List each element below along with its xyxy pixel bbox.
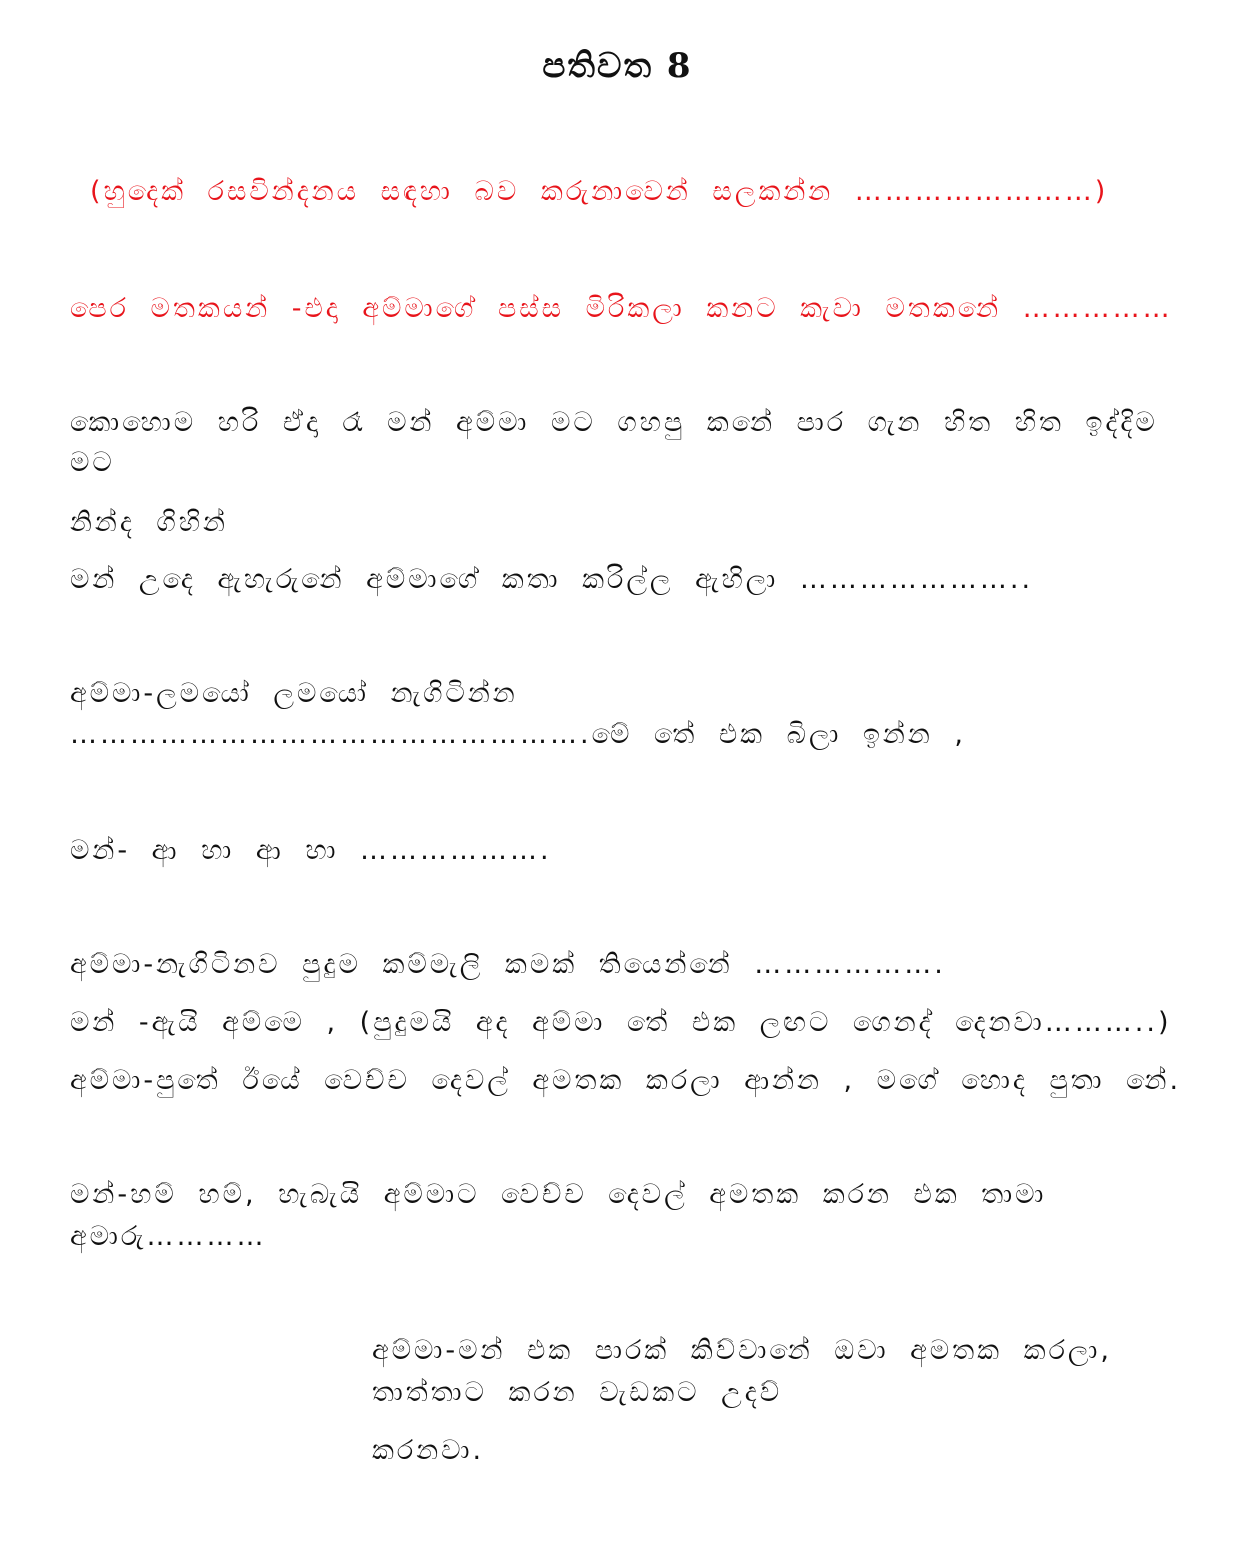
page-title: පතිවත 8: [542, 46, 693, 86]
dialogue-line: අම්මා-ලමයෝ ලමයෝ නැගිටින්න: [70, 678, 518, 709]
dialogue-line: කරනවා.: [372, 1435, 485, 1466]
dialogue-line: අම්මා-නැගිටිනව පුදුම කම්මැලි කමක් තියෙන්නේ ……………….: [70, 949, 946, 980]
dialogue-line: අමාරු…………: [70, 1221, 267, 1252]
story-line: මන් උදෙ ඇහැරුනේ අම්මාගේ කතා කරිල්ල ඇහිලා …………………..: [70, 564, 1034, 595]
dialogue-line: මන්- ආ හා ආ හා ……………….: [70, 835, 552, 866]
dialogue-line: තාත්තාට කරන වැඩකට උදව්: [372, 1377, 783, 1408]
dialogue-line: මන්-හම් හම්, හැබැයි අම්මාට වෙච්ච දෙවල් අමතක කරන එක තාමා: [70, 1179, 1047, 1210]
story-line: නින්ද ගිහින්: [70, 507, 228, 538]
dialogue-line: අම්මා-පුතේ ඊයේ වෙච්ච දෙවල් අමතක කරලා ආන්න , මගේ හොද පුතා නේ.: [70, 1065, 1182, 1096]
story-line: කොහොම හරි ඒදා රෑ මන් අම්මා මට ගහපු කනේ පාර ගැන හිත හිත ඉද්දිම: [70, 407, 1158, 438]
dialogue-line: අම්මා-මන් එක පාරක් කිව්වානේ ඔවා අමතක කරලා,: [372, 1335, 1112, 1366]
dialogue-line: මන් -ඇයි අම්මෙ , (පුදුමයි අද අම්මා තේ එක ලඟට ගෙනද් දෙනවා………..): [70, 1007, 1172, 1038]
memory-heading-line: පෙර මතකයන් -එදා අම්මාගේ පස්ස මිරිකලා කනට කැවා මතකනේ ……………: [70, 293, 1173, 324]
disclaimer-line: (හුදෙක් රසවින්දනය සඳහා බව කරුනාවෙන් සලකන්න ……………………): [90, 176, 1109, 207]
story-line: මට: [70, 447, 115, 478]
dialogue-line: …………………………………………….මේ තේ එක බිලා ඉන්න ,: [70, 719, 966, 750]
